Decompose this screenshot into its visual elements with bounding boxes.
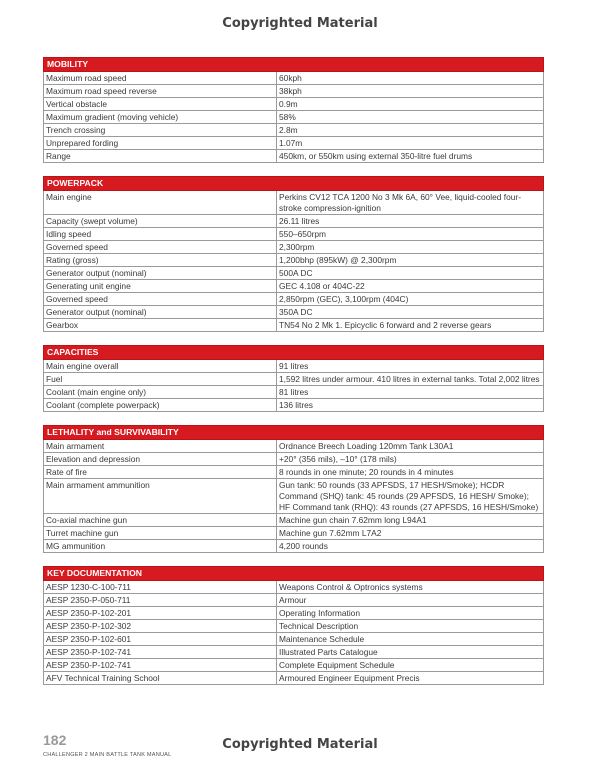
spec-label: Main engine overall — [44, 360, 277, 373]
spec-label: Main armament — [44, 440, 277, 453]
spec-label: Maximum road speed — [44, 72, 277, 85]
spec-value: 81 litres — [277, 386, 544, 399]
spec-value: Maintenance Schedule — [277, 633, 544, 646]
section-header: LETHALITY and SURVIVABILITY — [44, 426, 544, 440]
watermark-bottom: Copyrighted Material — [222, 737, 378, 752]
spec-label: AESP 1230-C-100-711 — [44, 581, 277, 594]
table-row — [44, 306, 544, 319]
spec-value: 91 litres — [277, 360, 544, 373]
spec-label: Elevation and depression — [44, 453, 277, 466]
table-row — [44, 254, 544, 267]
table-row — [44, 620, 544, 633]
spec-label: AESP 2350-P-102-741 — [44, 646, 277, 659]
table-row — [44, 111, 544, 124]
spec-label: Coolant (complete powerpack) — [44, 399, 277, 412]
spec-label: Generating unit engine — [44, 280, 277, 293]
spec-tables — [43, 57, 543, 698]
spec-label: Coolant (main engine only) — [44, 386, 277, 399]
spec-value: 4,200 rounds — [277, 540, 544, 553]
table-row — [44, 659, 544, 672]
spec-label: Maximum road speed reverse — [44, 85, 277, 98]
spec-value: Machine gun 7.62mm L7A2 — [277, 527, 544, 540]
table-row — [44, 479, 544, 514]
table-row — [44, 633, 544, 646]
spec-label: Main armament ammunition — [44, 479, 277, 514]
table-row — [44, 581, 544, 594]
spec-value: Machine gun chain 7.62mm long L94A1 — [277, 514, 544, 527]
section-header: POWERPACK — [44, 177, 544, 191]
spec-value: Illustrated Parts Catalogue — [277, 646, 544, 659]
spec-label: AESP 2350-P-102-201 — [44, 607, 277, 620]
spec-value: 1,592 litres under armour. 410 litres in external tanks. Total 2,002 litres — [277, 373, 544, 386]
table-row — [44, 98, 544, 111]
table-row — [44, 124, 544, 137]
spec-label: Rating (gross) — [44, 254, 277, 267]
spec-value: 38kph — [277, 85, 544, 98]
spec-value: Perkins CV12 TCA 1200 No 3 Mk 6A, 60° Vee, liquid-cooled four-stroke compression-ignition — [277, 191, 544, 215]
spec-label: Gearbox — [44, 319, 277, 332]
spec-value: 1.07m — [277, 137, 544, 150]
spec-value: Weapons Control & Optronics systems — [277, 581, 544, 594]
spec-label: Co-axial machine gun — [44, 514, 277, 527]
table-row — [44, 360, 544, 373]
book-title: CHALLENGER 2 MAIN BATTLE TANK MANUAL — [43, 752, 172, 758]
spec-value: 2.8m — [277, 124, 544, 137]
table-row — [44, 540, 544, 553]
table-row — [44, 241, 544, 254]
spec-label: Generator output (nominal) — [44, 267, 277, 280]
spec-value: 500A DC — [277, 267, 544, 280]
spec-value: Ordnance Breech Loading 120mm Tank L30A1 — [277, 440, 544, 453]
table-row — [44, 399, 544, 412]
section-header: CAPACITIES — [44, 346, 544, 360]
spec-value: 450km, or 550km using external 350-litre fuel drums — [277, 150, 544, 163]
spec-label: Maximum gradient (moving vehicle) — [44, 111, 277, 124]
table-row — [44, 440, 544, 453]
spec-value: TN54 No 2 Mk 1. Epicyclic 6 forward and 2 reverse gears — [277, 319, 544, 332]
table-row — [44, 672, 544, 685]
spec-value: GEC 4.108 or 404C-22 — [277, 280, 544, 293]
spec-label: Range — [44, 150, 277, 163]
spec-label: Vertical obstacle — [44, 98, 277, 111]
section-header: KEY DOCUMENTATION — [44, 567, 544, 581]
spec-label: Turret machine gun — [44, 527, 277, 540]
spec-table-capacities — [43, 345, 544, 412]
spec-value: Gun tank: 50 rounds (33 APFSDS, 17 HESH/Smoke); HCDR Command (SHQ) tank: 45 rounds (29 APFSDS, 16 HESH/ Smoke); HF Command tank (RHQ): 43 rounds (27 APFSDS, 16 HESH/Smoke) — [277, 479, 544, 514]
spec-value: 26.11 litres — [277, 215, 544, 228]
spec-value: Armour — [277, 594, 544, 607]
spec-value: 60kph — [277, 72, 544, 85]
watermark-top: Copyrighted Material — [222, 16, 378, 31]
spec-value: 2,300rpm — [277, 241, 544, 254]
spec-label: AESP 2350-P-050-711 — [44, 594, 277, 607]
table-row — [44, 594, 544, 607]
spec-table-key-documentation — [43, 566, 544, 685]
table-row — [44, 319, 544, 332]
spec-value: Operating Information — [277, 607, 544, 620]
spec-label: Trench crossing — [44, 124, 277, 137]
spec-value: +20° (356 mils), –10° (178 mils) — [277, 453, 544, 466]
spec-table-mobility — [43, 57, 544, 163]
table-row — [44, 293, 544, 306]
spec-label: Fuel — [44, 373, 277, 386]
spec-value: 58% — [277, 111, 544, 124]
spec-label: AFV Technical Training School — [44, 672, 277, 685]
spec-value: 136 litres — [277, 399, 544, 412]
table-row — [44, 280, 544, 293]
table-row — [44, 527, 544, 540]
spec-table-powerpack — [43, 176, 544, 332]
table-row — [44, 514, 544, 527]
table-row — [44, 137, 544, 150]
spec-label: AESP 2350-P-102-601 — [44, 633, 277, 646]
spec-label: Capacity (swept volume) — [44, 215, 277, 228]
spec-label: AESP 2350-P-102-302 — [44, 620, 277, 633]
table-row — [44, 373, 544, 386]
table-row — [44, 215, 544, 228]
spec-value: Complete Equipment Schedule — [277, 659, 544, 672]
spec-label: Generator output (nominal) — [44, 306, 277, 319]
spec-value: 550–650rpm — [277, 228, 544, 241]
spec-value: 350A DC — [277, 306, 544, 319]
table-row — [44, 72, 544, 85]
spec-label: MG ammunition — [44, 540, 277, 553]
table-row — [44, 466, 544, 479]
spec-value: 2,850rpm (GEC), 3,100rpm (404C) — [277, 293, 544, 306]
spec-label: Main engine — [44, 191, 277, 215]
spec-value: Armoured Engineer Equipment Precis — [277, 672, 544, 685]
table-row — [44, 150, 544, 163]
spec-label: Governed speed — [44, 241, 277, 254]
spec-value: 8 rounds in one minute; 20 rounds in 4 minutes — [277, 466, 544, 479]
spec-label: Unprepared fording — [44, 137, 277, 150]
table-row — [44, 267, 544, 280]
table-row — [44, 386, 544, 399]
spec-value: Technical Description — [277, 620, 544, 633]
table-row — [44, 228, 544, 241]
table-row — [44, 453, 544, 466]
table-row — [44, 646, 544, 659]
spec-label: Rate of fire — [44, 466, 277, 479]
spec-label: Idling speed — [44, 228, 277, 241]
spec-table-lethality-and-survivability — [43, 425, 544, 553]
spec-value: 0.9m — [277, 98, 544, 111]
spec-label: Governed speed — [44, 293, 277, 306]
table-row — [44, 191, 544, 215]
spec-value: 1,200bhp (895kW) @ 2,300rpm — [277, 254, 544, 267]
page-number: 182 — [43, 732, 67, 748]
spec-label: AESP 2350-P-102-741 — [44, 659, 277, 672]
table-row — [44, 607, 544, 620]
table-row — [44, 85, 544, 98]
section-header: MOBILITY — [44, 58, 544, 72]
